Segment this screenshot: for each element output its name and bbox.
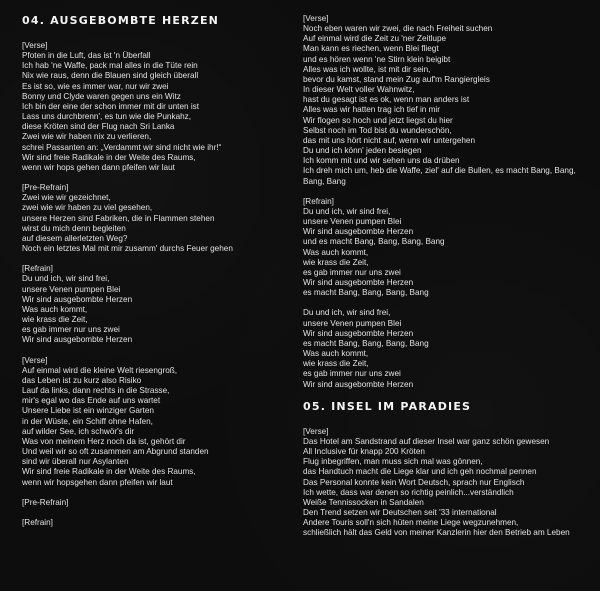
lyric-line: Das Personal konnte kein Wort Deutsch, sprach nur Englisch [303, 477, 525, 487]
lyric-line: Weiße Tennissocken in Sandalen [303, 497, 424, 507]
lyric-line: es gab immer nur uns zwei [303, 267, 401, 277]
lyric-line: Du und ich, wir sind frei, [303, 206, 391, 216]
lyric-stanza [303, 14, 593, 187]
lyric-line: wie krass die Zeit, [303, 257, 369, 267]
lyric-stanza [22, 264, 287, 345]
lyric-line: auf diesem allerletzten Weg? [22, 233, 128, 243]
lyric-line: Ich komm mit und wir sehen uns da drüben [303, 156, 460, 166]
lyric-line: Wir sind ausgebombte Herzen [22, 335, 133, 345]
lyric-line: Bang, Bang [303, 176, 346, 186]
lyric-line: es gab immer nur uns zwei [22, 325, 120, 335]
lyric-line: es macht Bang, Bang, Bang, Bang [303, 338, 429, 348]
lyric-line: hast du gesagt ist es ok, wenn man anders ist [303, 95, 470, 105]
lyric-line: Das Hotel am Sandstrand auf dieser Insel war ganz schön gewesen [303, 436, 550, 446]
lyric-line: mir's egal wo das Ende auf uns wartet [22, 396, 161, 406]
song-04-lyrics-left [22, 41, 287, 528]
lyric-line: wirst du mich denn begleiten [22, 223, 126, 233]
lyric-line: Ich hab 'ne Waffe, pack mal alles in die Tüte rein [22, 61, 198, 71]
lyric-line: Andere Touris soll'n sich hüten meine Liege wegzunehmen, [303, 518, 519, 528]
lyric-line: Wir sind ausgebombte Herzen [22, 294, 133, 304]
lyric-line: Selbst noch im Tod bist du wunderschön, [303, 125, 452, 135]
lyric-line: wenn wir hopsgehen dann pfeifen wir laut [22, 477, 173, 487]
lyric-line: Wir sind freie Radikale in der Weite des Raums, [22, 152, 196, 162]
lyric-stanza [22, 356, 287, 488]
section-tag: [Verse] [303, 426, 329, 436]
lyric-line: Lauf da links, dann rechts in die Strasse, [22, 386, 170, 396]
lyric-line: Man kann es riechen, wenn Blei fliegt [303, 44, 439, 54]
lyric-stanza [303, 308, 593, 389]
lyric-line: Noch eben waren wir zwei, die nach Freiheit suchen [303, 24, 493, 34]
lyric-line: unsere Herzen sind Fabriken, die in Flammen stehen [22, 213, 215, 223]
lyric-line: Alles was wir hatten trag ich tief in mir [303, 105, 440, 115]
right-column [303, 14, 593, 549]
lyric-line: sind wir überall nur Asylanten [22, 457, 129, 467]
lyric-line: Ich dreh mich um, heb die Waffe, ziel' auf die Bullen, es macht Bang, Bang, [303, 166, 576, 176]
lyric-line: Wir sind freie Radikale in der Weite des Raums, [22, 467, 196, 477]
song-05-lyrics [303, 427, 593, 539]
lyric-line: Wir sind ausgebombte Herzen [303, 278, 414, 287]
lyric-line: diese Kröten sind der Flug nach Sri Lanka [22, 122, 175, 132]
lyric-line: wenn wir hops gehen dann pfeifen wir laut [22, 162, 175, 172]
lyric-line: Es ist so, wie es immer war, nur wir zwei [22, 81, 169, 91]
lyric-line: Wir flogen so hoch und jetzt liegst du hier [303, 115, 453, 125]
lyric-line: und es macht Bang, Bang, Bang, Bang [303, 237, 445, 247]
lyric-stanza [22, 518, 287, 528]
lyric-line: das Leben ist zu kurz also Risiko [22, 375, 142, 385]
lyric-line: es gab immer nur uns zwei [303, 369, 401, 379]
lyric-line: bevor du kamst, stand mein Zug auf'm Rangiergleis [303, 74, 490, 84]
lyric-stanza [303, 427, 593, 539]
lyric-line: in der Wüste, ein Schiff ohne Hafen, [22, 416, 153, 426]
lyric-line: zwei wie wir haben zu viel gesehen, [22, 203, 153, 213]
lyric-line: Zwei wie wir haben nix zu verlieren, [22, 132, 152, 142]
lyric-line: wie krass die Zeit, [22, 315, 88, 325]
lyric-line: auf wilder See, ich schwör's dir [22, 426, 135, 436]
lyric-line: Zwei wie wir gezeichnet, [22, 193, 111, 203]
section-tag: [Refrain] [22, 264, 53, 274]
lyric-line: wie krass die Zeit, [303, 359, 369, 369]
lyric-line: All Inclusive für knapp 200 Kröten [303, 447, 425, 457]
lyric-line: Was auch kommt, [303, 247, 369, 257]
song-title-04: 04. AUSGEBOMBTE HERZEN [22, 14, 220, 27]
lyric-line: Lass uns durchbrenn', es tun wie die Punkahz, [22, 112, 192, 122]
lyric-line: unsere Venen pumpen Blei [303, 318, 402, 328]
lyric-line: schließlich hält das Geld von meiner Kanzlerin hier den Betrieb am Leben [303, 528, 570, 538]
lyric-line: Flug inbegriffen, man muss sich mal was gönnen, [303, 457, 483, 467]
lyric-line: In dieser Welt voller Wahnwitz, [303, 85, 415, 95]
lyric-line: Wir sind ausgebombte Herzen [303, 328, 414, 338]
lyric-line: Wir sind ausgebombte Herzen [303, 379, 414, 389]
lyric-line: Noch ein letztes Mal mit mir zusamm' durchs Feuer gehen [22, 244, 233, 254]
section-tag: [Refrain] [22, 518, 53, 528]
lyric-line: Unsere Liebe ist ein winziger Garten [22, 406, 154, 416]
lyric-line: das mit uns hört nicht auf, wenn wir untergehen [303, 135, 476, 145]
lyric-line: es macht Bang, Bang, Bang, Bang [303, 288, 429, 298]
lyric-line: Was von meinem Herz noch da ist, gehört dir [22, 436, 186, 446]
lyric-stanza [22, 41, 287, 173]
lyric-stanza [22, 183, 287, 254]
lyric-line: schrei Passanten an: „Verdammt wir sind nicht wie ihr!“ [22, 142, 222, 152]
lyric-line: Nix wie raus, denn die Blauen sind gleich überall [22, 71, 199, 81]
lyric-line: Den Trend setzen wir Deutschen seit '33 international [303, 508, 497, 517]
song-04-lyrics-right [303, 14, 593, 390]
lyric-line: Was auch kommt, [22, 304, 88, 314]
lyric-line: Ich wette, dass war denen so richtig peinlich...verständlich [303, 487, 514, 497]
lyric-line: Du und ich könn' jeden besiegen [303, 146, 422, 156]
lyric-line: Auf einmal wird die kleine Welt riesengroß, [22, 365, 178, 375]
lyric-line: und es hören wenn 'ne Stirn klein beigibt [303, 54, 451, 64]
lyric-line: Auf einmal wird die Zeit zu 'ner Zeitlupe [303, 34, 447, 44]
lyric-stanza [22, 498, 287, 508]
lyric-stanza [303, 197, 593, 299]
section-tag: [Verse] [22, 355, 48, 365]
lyric-line: Wir sind ausgebombte Herzen [303, 227, 414, 237]
lyric-line: Ich bin der eine der schon immer mit dir unten ist [22, 101, 200, 111]
lyric-line: Alles was ich wollte, ist mit dir sein, [303, 64, 431, 74]
lyric-line: Und weil wir so oft zusammen am Abgrund standen [22, 447, 209, 457]
section-tag: [Verse] [303, 14, 329, 23]
lyric-line: Du und ich, wir sind frei, [303, 308, 391, 318]
section-tag: [Pre-Refrain] [22, 183, 69, 193]
lyric-line: Pfoten in die Luft, das ist 'n Überfall [22, 51, 151, 61]
lyric-line: das Handtuch macht die Liege klar und ich geh nochmal pennen [303, 467, 537, 477]
lyric-line: unsere Venen pumpen Blei [303, 217, 402, 227]
lyric-line: Bonny und Clyde waren gegen uns ein Witz [22, 91, 181, 101]
section-tag: [Verse] [22, 41, 48, 50]
lyric-line: Was auch kommt, [303, 349, 369, 359]
song-title-05: 05. INSEL IM PARADIES [303, 399, 472, 413]
lyric-line: Du und ich, wir sind frei, [22, 274, 110, 284]
section-tag: [Pre-Refrain] [22, 497, 69, 507]
section-tag: [Refrain] [303, 196, 334, 206]
lyric-line: unsere Venen pumpen Blei [22, 284, 121, 294]
left-column [22, 14, 287, 538]
